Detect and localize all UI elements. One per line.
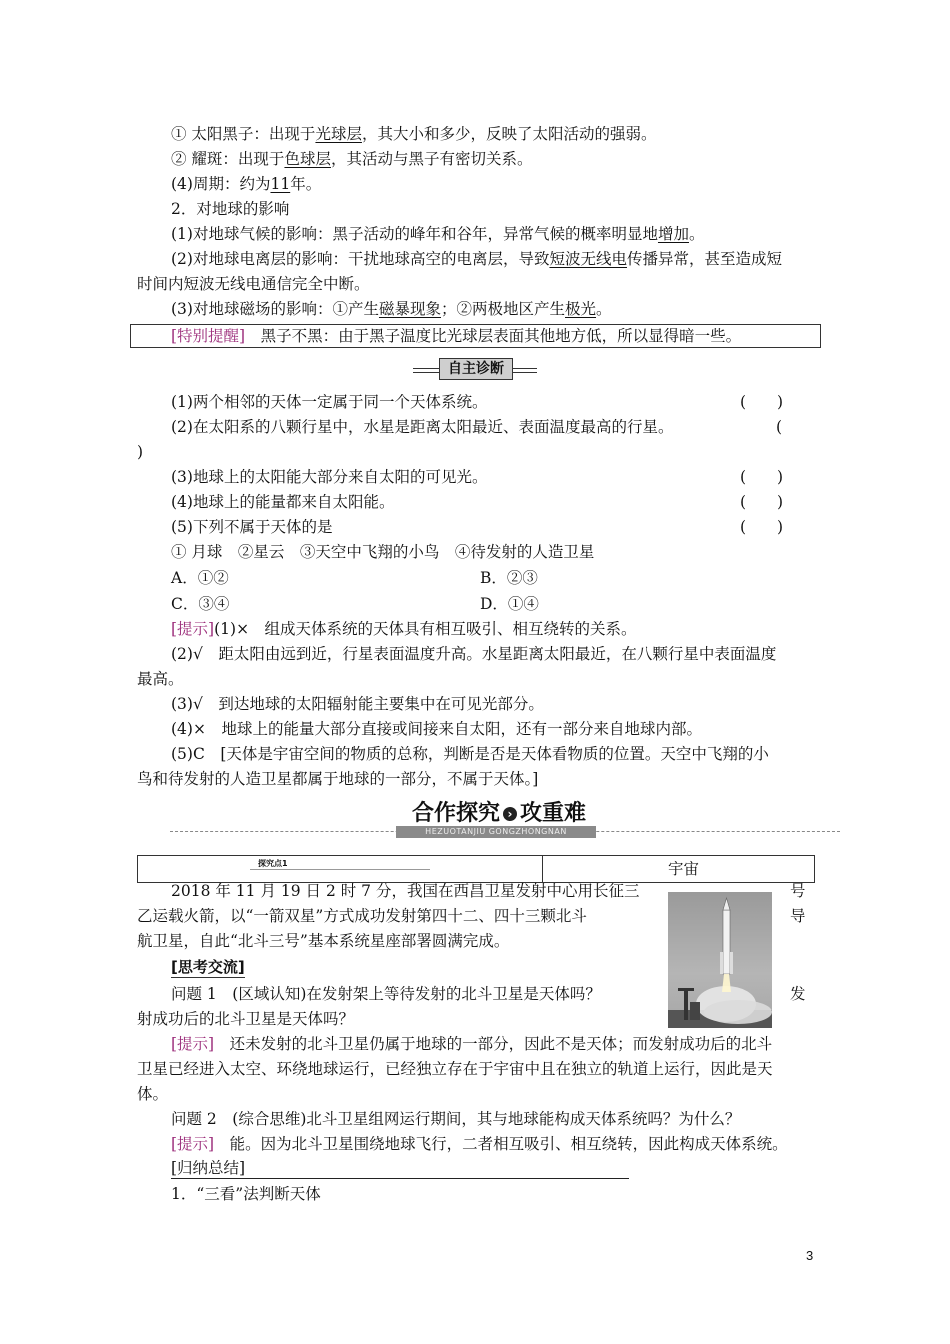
explore-para-1: 2018 年 11 月 19 日 2 时 7 分，我国在西昌卫星发射中心用长征三	[171, 882, 640, 900]
banner-pinyin: HEZUOTANJIU GONGZHONGNAN	[396, 826, 596, 838]
hint-line-1: [提示](1)× 组成天体系统的天体具有相互吸引、相互绕转的关系。	[171, 620, 637, 638]
answer-paren-2[interactable]: (	[776, 418, 783, 436]
question-1-cont: 射成功后的北斗卫星是天体吗？	[137, 1010, 355, 1028]
special-tip-text: 黑子不黑：由于黑子温度比光球层表面其他地方低，所以显得暗一些。	[245, 327, 742, 345]
banner-arrow-icon: ›	[503, 807, 517, 821]
line-climate: (1)对地球气候的影响：黑子活动的峰年和谷年，异常气候的概率明显地增加。	[171, 225, 705, 243]
summary-rule	[171, 1178, 629, 1179]
self-test-q2: (2)在太阳系的八颗行星中，水星是距离太阳最近、表面温度最高的行星。	[171, 418, 674, 436]
answer-paren-2-close: )	[137, 443, 144, 461]
hint-line-4: (4)× 地球上的能量大部分直接或间接来自太阳，还有一部分来自地球内部。	[171, 720, 702, 738]
question-2: 问题 2 (综合思维)北斗卫星组网运行期间，其与地球能构成天体系统吗？为什么？	[171, 1110, 741, 1128]
hint-line-3: (3)√ 到达地球的太阳辐射能主要集中在可见光部分。	[171, 695, 544, 713]
option-c[interactable]: C．③④	[171, 595, 230, 613]
summary-item-1: 1．“三看”法判断天体	[171, 1185, 321, 1203]
special-tip-box	[130, 324, 821, 348]
line-ionosphere-cont: 时间内短波无线电通信完全中断。	[137, 275, 370, 293]
answer-1-cont: 卫星已经进入太空、环绕地球运行，已经独立存在于宇宙中且在独立的轨道上运行，因此是天	[137, 1060, 773, 1078]
self-test-heading: 自主诊断	[413, 358, 537, 380]
table-cell-universe: 宇宙	[668, 860, 700, 878]
option-d[interactable]: D．①④	[480, 595, 539, 613]
answer-paren-3[interactable]: ( )	[740, 468, 784, 486]
explore-point-label: 探究点1	[250, 858, 430, 872]
hint-line-5-cont: 鸟和待发射的人造卫星都属于地球的一部分，不属于天体。]	[137, 770, 539, 788]
self-test-q4: (4)地球上的能量都来自太阳能。	[171, 493, 395, 511]
explore-para-1-right: 号	[790, 882, 806, 900]
think-exchange-tag: [思考交流]	[171, 958, 245, 976]
rocket-launch-photo	[668, 892, 772, 1028]
banner-title: 合作探究	[412, 801, 501, 826]
question-1-right: 发	[790, 985, 806, 1003]
explore-point-table	[137, 855, 815, 883]
answer-1-end: 体。	[137, 1085, 169, 1103]
line-impact-heading: 2．对地球的影响	[171, 200, 290, 218]
answer-2-tag: [提示]	[171, 1135, 215, 1153]
line-flare: ② 耀斑：出现于色球层，其活动与黑子有密切关系。	[171, 150, 533, 168]
answer-paren-1[interactable]: ( )	[740, 393, 784, 411]
self-test-q5: (5)下列不属于天体的是	[171, 518, 333, 536]
question-1: 问题 1 (区域认知)在发射架上等待发射的北斗卫星是天体吗？	[171, 985, 601, 1003]
line-sunspot: ① 太阳黑子：出现于光球层，其大小和多少，反映了太阳活动的强弱。	[171, 125, 657, 143]
line-period: (4)周期：约为11年。	[171, 175, 322, 193]
hint-line-2: (2)√ 距太阳由远到近，行星表面温度升高。水星距离太阳最近，在八颗行星中表面温度	[171, 645, 777, 663]
summary-tag: [归纳总结]	[171, 1159, 246, 1177]
self-test-q5-items: ① 月球 ②星云 ③天空中飞翔的小鸟 ④待发射的人造卫星	[171, 543, 595, 561]
line-magnetic: (3)对地球磁场的影响：①产生磁暴现象；②两极地区产生极光。	[171, 300, 612, 318]
option-a[interactable]: A．①②	[171, 569, 229, 587]
explore-para-3: 航卫星，自此“北斗三号”基本系统星座部署圆满完成。	[137, 932, 510, 950]
explore-para-2: 乙运载火箭，以“一箭双星”方式成功发射第四十二、四十三颗北斗	[137, 907, 587, 925]
hint-line-5: (5)C [天体是宇宙空间的物质的总称，判断是否是天体看物质的位置。天空中飞翔的小	[171, 745, 769, 763]
self-test-q3: (3)地球上的太阳能大部分来自太阳的可见光。	[171, 468, 488, 486]
answer-paren-4[interactable]: ( )	[740, 493, 784, 511]
section-banner	[170, 800, 840, 842]
self-test-q1: (1)两个相邻的天体一定属于同一个天体系统。	[171, 393, 488, 411]
line-ionosphere: (2)对地球电离层的影响：干扰地球高空的电离层，导致短波无线电传播异常，甚至造成短	[171, 250, 782, 268]
answer-1-tag: [提示]	[171, 1035, 215, 1053]
hint-line-2-cont: 最高。	[137, 670, 184, 688]
page-number: 3	[806, 1248, 814, 1263]
answer-2: [提示] 能。因为北斗卫星围绕地球飞行，二者相互吸引、相互绕转，因此构成天体系统。	[171, 1135, 788, 1153]
explore-para-2-right: 导	[790, 907, 806, 925]
hint-tag: [提示]	[171, 620, 215, 638]
option-b[interactable]: B．②③	[480, 569, 538, 587]
banner-title-2: 攻重难	[520, 801, 587, 826]
special-tip-tag: [特别提醒]	[171, 327, 246, 345]
answer-1: [提示] 还未发射的北斗卫星仍属于地球的一部分，因此不是天体；而发射成功后的北斗	[171, 1035, 773, 1053]
answer-paren-5[interactable]: ( )	[740, 518, 784, 536]
